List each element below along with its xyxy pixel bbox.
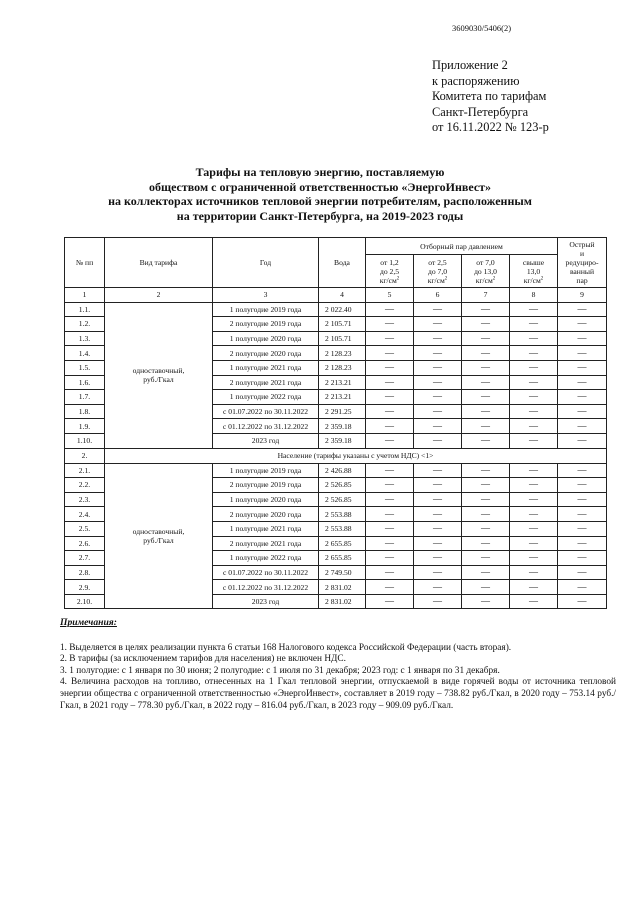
empty-dash-cell: — [510,302,558,317]
empty-dash-cell: — [510,565,558,580]
header-text: пар [576,276,588,285]
tariff-type-unit: руб./Гкал [143,536,174,545]
header-unit [512,276,555,285]
water-value: 2 426.88 [319,463,366,478]
empty-dash-cell: — [462,507,510,522]
empty-dash-cell: — [366,478,414,493]
period-cell: 1 полугодие 2019 года [213,463,319,478]
row-number: 1.8. [65,404,105,419]
empty-dash-cell: — [510,419,558,434]
header-water: Вода [319,238,366,288]
empty-dash-cell: — [558,390,607,405]
empty-dash-cell: — [558,346,607,361]
water-value: 2 749.50 [319,565,366,580]
row-number: 2.5. [65,521,105,536]
water-value: 2 213.21 [319,390,366,405]
empty-dash-cell: — [462,317,510,332]
empty-dash-cell: — [366,433,414,448]
empty-dash-cell: — [462,419,510,434]
header-steam-group: Отборный пар давлением [366,238,558,255]
column-number: 5 [366,288,414,303]
period-cell: 1 полугодие 2019 года [213,302,319,317]
empty-dash-cell: — [462,594,510,609]
column-number-row [65,288,607,303]
empty-dash-cell: — [366,492,414,507]
empty-dash-cell: — [366,390,414,405]
empty-dash-cell: — [510,536,558,551]
appendix-line: Приложение 2 [432,58,508,72]
header-sharp-steam [558,238,607,288]
empty-dash-cell: — [510,521,558,536]
empty-dash-cell: — [510,492,558,507]
empty-dash-cell: — [510,594,558,609]
empty-dash-cell: — [414,302,462,317]
note-item: 2. В тарифы (за исключением тарифов для населения) не включен НДС. [60,654,346,665]
empty-dash-cell: — [366,521,414,536]
empty-dash-cell: — [414,478,462,493]
column-number: 1 [65,288,105,303]
period-cell: 1 полугодие 2022 года [213,390,319,405]
row-number: 2.9. [65,580,105,595]
empty-dash-cell: — [462,580,510,595]
water-value: 2 022.40 [319,302,366,317]
empty-dash-cell: — [414,492,462,507]
period-cell: 1 полугодие 2020 года [213,331,319,346]
tariff-type-label: одноставочный, [132,527,185,536]
section-number: 2. [65,448,105,463]
empty-dash-cell: — [558,478,607,493]
period-cell: 2 полугодие 2019 года [213,317,319,332]
header-text: до 13,0 [474,266,497,276]
note-item: 3. 1 полугодие: с 1 января по 30 июня; 2 полугодие: с 1 июля по 31 декабря; 2023 год: с 1 января по 31 декабря. [60,665,500,676]
empty-dash-cell: — [414,317,462,332]
header-text: до 2,5 [379,266,400,276]
empty-dash-cell: — [558,521,607,536]
empty-dash-cell: — [558,463,607,478]
empty-dash-cell: — [510,478,558,493]
row-number: 1.1. [65,302,105,317]
column-number: 8 [510,288,558,303]
empty-dash-cell: — [462,346,510,361]
tariff-type-cell [105,302,213,448]
appendix-line: к распоряжению [432,73,520,88]
water-value: 2 526.85 [319,478,366,493]
water-value: 2 831.02 [319,580,366,595]
empty-dash-cell: — [414,404,462,419]
period-cell: 2 полугодие 2021 года [213,375,319,390]
unit-exp: 2 [540,275,544,281]
empty-dash-cell: — [366,551,414,566]
title-line: на коллекторах источников тепловой энергии потребителям, расположенным [108,194,532,208]
empty-dash-cell: — [558,433,607,448]
header-text: и [579,249,585,258]
tariff-type-label: одноставочный, [132,366,185,376]
empty-dash-cell: — [366,463,414,478]
water-value: 2 128.23 [319,346,366,361]
empty-dash-cell: — [510,551,558,566]
empty-dash-cell: — [558,419,607,434]
title-line: Тарифы на тепловую энергию, поставляемую [195,165,445,179]
water-value: 2 213.21 [319,375,366,390]
header-year: Год [213,238,319,288]
empty-dash-cell: — [414,433,462,448]
empty-dash-cell: — [558,360,607,375]
empty-dash-cell: — [462,360,510,375]
header-unit [464,276,507,285]
empty-dash-cell: — [510,404,558,419]
empty-dash-cell: — [414,507,462,522]
empty-dash-cell: — [462,536,510,551]
header-text: до 7,0 [427,266,448,276]
empty-dash-cell: — [414,551,462,566]
row-number: 1.3. [65,331,105,346]
empty-dash-cell: — [366,404,414,419]
water-value: 2 553.88 [319,507,366,522]
empty-dash-cell: — [366,594,414,609]
appendix-line: от 16.11.2022 № 123-р [432,120,549,135]
water-value: 2 553.88 [319,521,366,536]
empty-dash-cell: — [558,302,607,317]
row-number: 1.6. [65,375,105,390]
period-cell: с 01.12.2022 по 31.12.2022 [213,419,319,434]
empty-dash-cell: — [366,331,414,346]
column-number: 2 [105,288,213,303]
empty-dash-cell: — [558,331,607,346]
empty-dash-cell: — [558,375,607,390]
empty-dash-cell: — [366,565,414,580]
empty-dash-cell: — [414,463,462,478]
empty-dash-cell: — [462,433,510,448]
header-text: ванный [569,267,595,276]
row-number: 1.10. [65,433,105,448]
notes-heading: Примечания: [60,617,117,628]
empty-dash-cell: — [414,360,462,375]
unit-text: кг/см [523,275,541,285]
period-cell: 2 полугодие 2020 года [213,507,319,522]
empty-dash-cell: — [558,594,607,609]
row-number: 2.1. [65,463,105,478]
empty-dash-cell: — [414,346,462,361]
empty-dash-cell: — [510,331,558,346]
column-number: 7 [462,288,510,303]
empty-dash-cell: — [510,433,558,448]
tariff-type-cell [105,463,213,609]
water-value: 2 105.71 [319,317,366,332]
empty-dash-cell: — [414,536,462,551]
period-cell: 2 полугодие 2021 года [213,536,319,551]
row-number: 1.9. [65,419,105,434]
period-cell: 1 полугодие 2022 года [213,551,319,566]
title-line: на территории Санкт-Петербурга, на 2019-2023 годы [176,208,464,223]
empty-dash-cell: — [462,331,510,346]
header-pressure-3 [462,255,510,288]
row-number: 2.3. [65,492,105,507]
water-value: 2 655.85 [319,536,366,551]
water-value: 2 526.85 [319,492,366,507]
header-unit [416,276,459,285]
empty-dash-cell: — [462,390,510,405]
empty-dash-cell: — [558,536,607,551]
empty-dash-cell: — [558,404,607,419]
empty-dash-cell: — [462,478,510,493]
period-cell: 1 полугодие 2020 года [213,492,319,507]
empty-dash-cell: — [558,507,607,522]
unit-exp: 2 [396,275,400,281]
row-number: 1.5. [65,360,105,375]
empty-dash-cell: — [462,492,510,507]
empty-dash-cell: — [462,565,510,580]
header-text: от 1,2 [380,257,399,267]
note-item: 4. Величина расходов на топливо, отнесенных на 1 Гкал тепловой энергии, отпускаемой в виде горячей воды от источника тепловой энергии общества с ограниченной ответственностью «ЭнергоИнвест», составляет в 2019 году – 738.82 руб./Гкал, в 2020 году – 753.14 руб./Гкал, в 2021 году – 778.30 руб./Гкал, в 2022 году – 816.04 руб./Гкал, в 2023 году – 909.09 руб./Гкал. [60,677,616,711]
header-tariff-type: Вид тарифа [105,238,213,288]
empty-dash-cell: — [366,507,414,522]
empty-dash-cell: — [558,565,607,580]
row-number: 1.7. [65,390,105,405]
water-value: 2 128.23 [319,360,366,375]
empty-dash-cell: — [462,551,510,566]
empty-dash-cell: — [510,317,558,332]
period-cell: 1 полугодие 2021 года [213,360,319,375]
appendix-line: Комитета по тарифам [432,89,547,104]
water-value: 2 831.02 [319,594,366,609]
row-number: 2.6. [65,536,105,551]
period-cell: 2 полугодие 2019 года [213,478,319,493]
period-cell: 2023 год [213,433,319,448]
water-value: 2 359.18 [319,419,366,434]
note-item: 1. Выделяется в целях реализации пункта 6 статьи 168 Налогового кодекса Российской Федерации (часть вторая). [60,642,512,653]
empty-dash-cell: — [414,375,462,390]
water-value: 2 655.85 [319,551,366,566]
header-text: свыше [522,257,545,267]
column-number: 3 [213,288,319,303]
water-value: 2 105.71 [319,331,366,346]
empty-dash-cell: — [366,360,414,375]
empty-dash-cell: — [510,346,558,361]
empty-dash-cell: — [462,375,510,390]
empty-dash-cell: — [366,346,414,361]
column-number: 6 [414,288,462,303]
empty-dash-cell: — [558,317,607,332]
period-cell: 2 полугодие 2020 года [213,346,319,361]
empty-dash-cell: — [414,331,462,346]
row-number: 1.4. [65,346,105,361]
row-number: 1.2. [65,317,105,332]
column-number: 9 [558,288,607,303]
unit-exp: 2 [444,275,448,281]
empty-dash-cell: — [462,302,510,317]
empty-dash-cell: — [462,463,510,478]
header-pressure-4 [510,255,558,288]
row-number: 2.2. [65,478,105,493]
unit-text: кг/см [475,275,493,285]
period-cell: 1 полугодие 2021 года [213,521,319,536]
empty-dash-cell: — [366,419,414,434]
water-value: 2 291.25 [319,404,366,419]
period-cell: с 01.07.2022 по 30.11.2022 [213,404,319,419]
table-row [65,463,607,478]
empty-dash-cell: — [558,551,607,566]
empty-dash-cell: — [510,375,558,390]
row-number: 2.10. [65,594,105,609]
header-pressure-2 [414,255,462,288]
unit-text: кг/см [379,275,397,285]
empty-dash-cell: — [414,565,462,580]
header-text: 13,0 [526,266,541,276]
header-text: редуциро- [565,258,599,267]
water-value: 2 359.18 [319,433,366,448]
document-title [60,165,580,223]
empty-dash-cell: — [510,360,558,375]
empty-dash-cell: — [366,302,414,317]
document-id: 3609030/5406(2) [452,23,512,33]
empty-dash-cell: — [366,536,414,551]
notes-block [60,617,616,712]
empty-dash-cell: — [366,580,414,595]
header-text: Острый [569,240,595,249]
row-number: 2.4. [65,507,105,522]
empty-dash-cell: — [414,521,462,536]
empty-dash-cell: — [510,580,558,595]
period-cell: 2023 год [213,594,319,609]
row-number: 2.7. [65,551,105,566]
empty-dash-cell: — [414,580,462,595]
period-cell: с 01.12.2022 по 31.12.2022 [213,580,319,595]
empty-dash-cell: — [462,521,510,536]
row-number: 2.8. [65,565,105,580]
column-number: 4 [319,288,366,303]
empty-dash-cell: — [366,375,414,390]
table-row [65,302,607,317]
empty-dash-cell: — [414,419,462,434]
empty-dash-cell: — [558,580,607,595]
empty-dash-cell: — [414,594,462,609]
unit-exp: 2 [492,275,496,281]
section-label: Население (тарифы указаны с учетом НДС) <1> [105,448,607,463]
tariff-type-unit: руб./Гкал [143,375,174,385]
header-unit [368,276,411,285]
empty-dash-cell: — [414,390,462,405]
header-text: от 7,0 [476,257,495,267]
appendix-line: Санкт-Петербурга [432,104,529,119]
empty-dash-cell: — [558,492,607,507]
header-text: от 2,5 [428,257,447,267]
header-no: № пп [65,238,105,288]
tariff-table [64,237,607,609]
title-line: обществом с ограниченной ответственностью «ЭнергоИнвест» [148,179,492,194]
period-cell: с 01.07.2022 по 30.11.2022 [213,565,319,580]
empty-dash-cell: — [366,317,414,332]
section-row [65,448,607,463]
empty-dash-cell: — [462,404,510,419]
empty-dash-cell: — [510,507,558,522]
empty-dash-cell: — [510,390,558,405]
empty-dash-cell: — [510,463,558,478]
unit-text: кг/см [427,275,445,285]
appendix-block [432,58,549,136]
header-pressure-1 [366,255,414,288]
